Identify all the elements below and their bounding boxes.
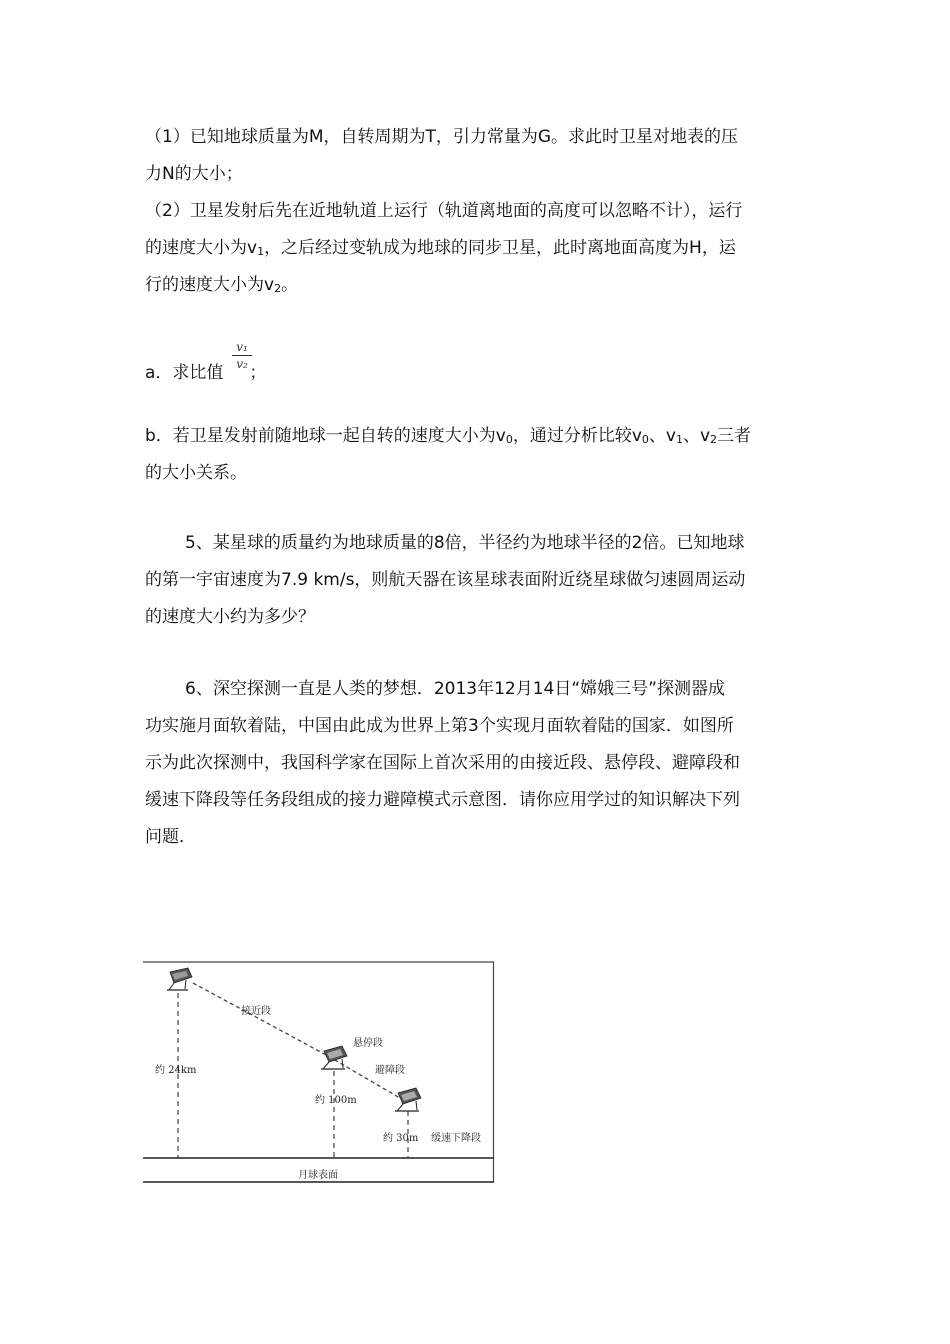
landing-diagram-svg [143,961,495,1183]
q4-part2-line2: 的速度大小为$v_1$，之后经过变轨成为地球的同步卫星，此时离地面高度为H，运 [145,238,736,258]
q4-part2-line1: （2）卫星发射后先在近地轨道上运行（轨道离地面的高度可以忽略不计），运行 [145,201,743,221]
q6-line3: 示为此次探测中，我国科学家在国际上首次采用的由接近段、悬停段、避障段和 [145,753,740,773]
q4-part-a [145,355,810,392]
q6-line2: 功实施月面软着陆，中国由此成为世界上第3个实现月面软着陆的国家．如图所 [145,716,734,736]
q4-part2-line3: 行的速度大小为$v_2$。 [145,275,299,295]
part-a-prefix: a．求比值 [145,363,224,383]
q4-part-b [145,418,810,492]
label-avoid: 避障段 [375,1065,405,1076]
fraction-numerator: v₁ [236,340,248,354]
label-approach: 接近段 [241,1006,271,1017]
q4-part1-line1: （1）已知地球质量为M，自转周期为T，引力常量为G。求此时卫星对地表的压 [145,127,739,147]
q6-line4: 缓速下降段等任务段组成的接力避障模式示意图．请你应用学过的知识解决下列 [145,790,740,810]
q5-line1: 5、某星球的质量约为地球质量的8倍，半径约为地球半径的2倍。已知地球 [185,533,745,553]
fraction-denominator: v₂ [236,357,248,371]
q6-line1: 6、深空探测一直是人类的梦想．2013年12月14日“嫦娥三号”探测器成 [185,679,725,699]
label-height-30m: 约 30m [383,1133,419,1144]
label-height-100m: 约 100m [315,1095,357,1106]
label-moon-surface: 月球表面 [298,1170,338,1181]
q6-line5: 问题． [145,827,196,847]
label-height-24km: 约 24km [155,1065,197,1076]
q4-part1-line2: 力N的大小； [145,164,243,184]
landing-diagram [143,961,495,1183]
q4-part-b-line2: 的大小关系。 [145,463,247,483]
q4-part-b-line1: b．若卫星发射前随地球一起自转的速度大小为$v_0$，通过分析比较$v_0$、$v_1$、$v_2$三者 [145,426,752,446]
q5-line2: 的第一宇宙速度为7.9 km/s，则航天器在该星球表面附近绕星球做匀速圆周运动 [145,570,746,590]
q4-part2 [145,193,810,304]
q4-part1 [145,119,810,193]
question-6 [145,671,810,856]
question-5 [145,525,810,636]
q5-line3: 的速度大小约为多少？ [145,607,315,627]
part-a-suffix: ； [249,363,267,383]
label-slow-descent: 缓速下降段 [431,1133,481,1144]
label-hover: 悬停段 [353,1038,383,1049]
